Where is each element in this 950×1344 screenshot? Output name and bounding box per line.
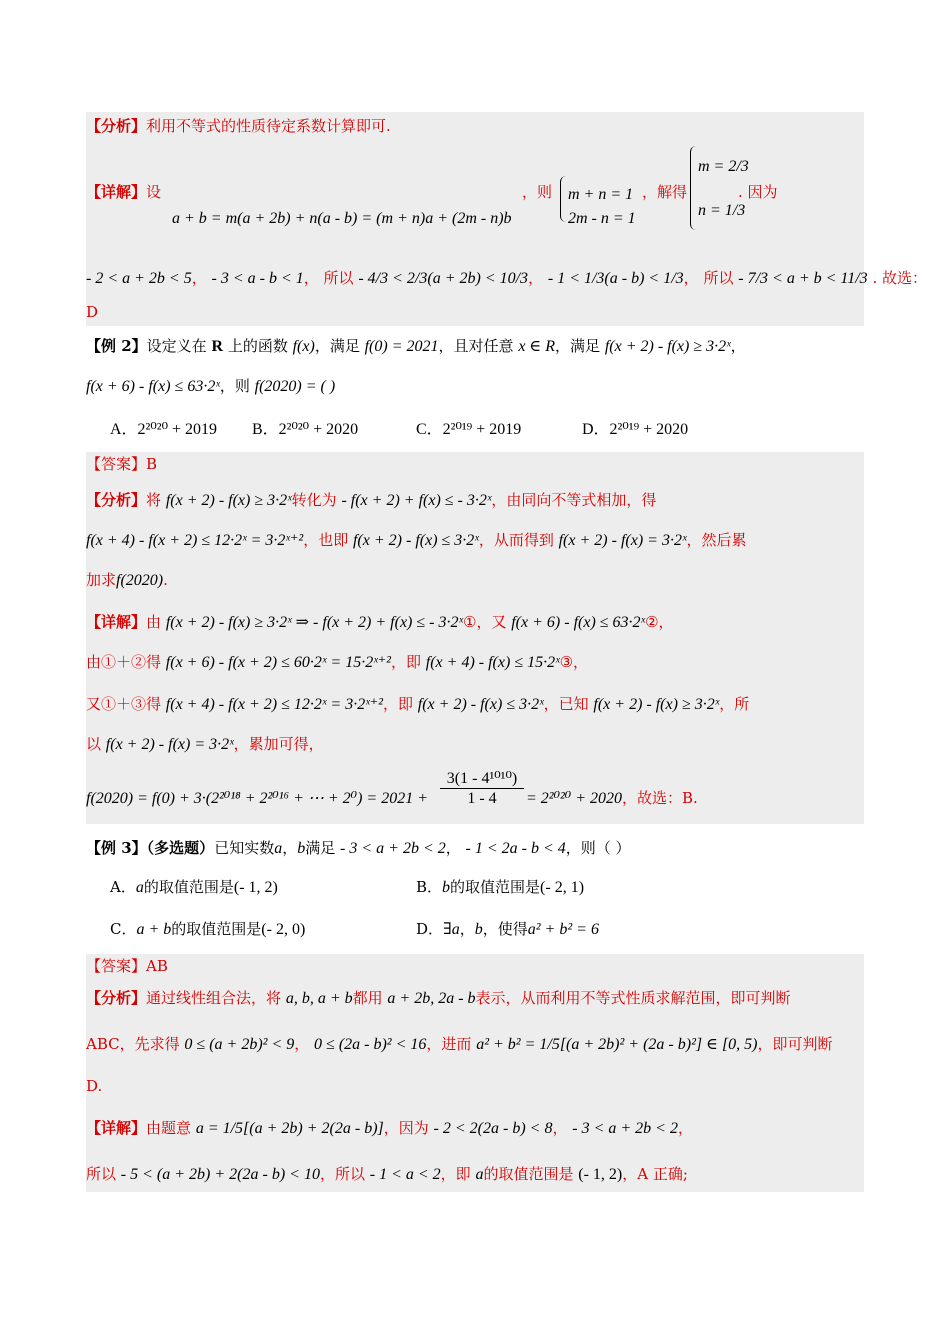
answer-letter: D bbox=[86, 303, 99, 321]
ex3-option-a-math: a bbox=[135, 879, 144, 896]
ex3-line-1: 【例 3】（多选题）已知实数a，b满足 - 3 < a + 2b < 2， - 1 < 2a - b < 4，则（ ） bbox=[86, 839, 631, 857]
ex2-an2a: f(x + 4) - f(x + 2) ≤ 12·2ˣ = 3·2ˣ⁺² bbox=[86, 532, 304, 549]
detail-equation bbox=[172, 208, 512, 229]
ex2-x-in-r: x ∈ R bbox=[518, 338, 556, 355]
ex3-answer-line bbox=[86, 956, 168, 976]
ex2-line-2 bbox=[86, 376, 335, 397]
ex2-cond-2: f(x + 6) - f(x) ≤ 63·2ˣ bbox=[86, 378, 220, 395]
system-brace bbox=[560, 176, 567, 222]
ex3-de2h: (- 1, 2) bbox=[578, 1166, 623, 1183]
ex2-de3d: f(x + 2) - f(x) ≤ 3·2ˣ bbox=[417, 696, 544, 713]
ex2-an1b: f(x + 2) - f(x) ≥ 3·2ˣ bbox=[165, 492, 292, 509]
analysis-text: 利用不等式的性质待定系数计算即可. bbox=[146, 117, 391, 135]
ex2-option-c-text: C．2²⁰¹⁹ + 2019 bbox=[416, 421, 522, 438]
ex3-an2e: a² + b² = 1/5[(a + 2b)² + (2a - b)²] ∈ [0, 5) bbox=[476, 1036, 758, 1053]
ex2-fraction bbox=[440, 770, 524, 809]
ex3-de2b: - 5 < (a + 2b) + 2(2a - b) < 10 bbox=[120, 1166, 320, 1183]
ineq-4: - 1 < 1/3(a - b) < 1/3 bbox=[547, 270, 684, 287]
solve-text-wrap bbox=[642, 182, 687, 202]
ex2-de1b: f(x + 2) - f(x) ≥ 3·2ˣ ⇒ - f(x + 2) + f(x) ≤ - 3·2ˣ bbox=[165, 614, 463, 631]
ex2-detail-line-5 bbox=[86, 788, 428, 809]
ex2-answer-line bbox=[86, 454, 157, 474]
ex2-an3b: f(2020) bbox=[116, 572, 164, 589]
ex2-de2e: ③， bbox=[559, 653, 589, 671]
so-text-1: 所以 bbox=[323, 269, 354, 287]
solution-n bbox=[698, 200, 745, 221]
ex2-de1e: ②， bbox=[645, 613, 674, 631]
solution-block-1 bbox=[86, 112, 927, 326]
ex2-analysis-line-2 bbox=[86, 530, 746, 551]
ex3-an1a: 通过线性组合法，将 bbox=[146, 989, 282, 1007]
ex3-option-c[interactable] bbox=[110, 918, 305, 941]
ex2-option-d[interactable] bbox=[582, 418, 688, 441]
ex3-stem-3: ，则（ ） bbox=[565, 839, 631, 857]
ex2-de3f: f(x + 2) - f(x) ≥ 3·2ˣ bbox=[593, 696, 720, 713]
ex2-an1c: 转化为 bbox=[291, 491, 337, 509]
ex2-detail-line-2 bbox=[86, 652, 588, 673]
ex2-an1a: 将 bbox=[146, 491, 162, 509]
ex2-de5c: ，故选：B. bbox=[622, 789, 698, 807]
ex2-stem-1: 设定义在 bbox=[146, 337, 207, 355]
ex2-de2b: f(x + 6) - f(x + 2) ≤ 60·2ˣ = 15·2ˣ⁺² bbox=[165, 654, 391, 671]
ex2-f0: f(0) = 2021 bbox=[364, 338, 439, 355]
ex2-option-c[interactable] bbox=[416, 418, 521, 441]
ex2-stem-6: ，则 bbox=[219, 377, 250, 395]
choose-text: . 故选： bbox=[872, 269, 927, 287]
ex2-detail-line-5b bbox=[526, 788, 698, 809]
ex2-de4a: 以 bbox=[86, 735, 102, 753]
ex2-option-d-text: D．2²⁰¹⁹ + 2020 bbox=[582, 421, 689, 438]
ex2-option-a[interactable] bbox=[110, 418, 217, 441]
ex2-an2b: ，也即 bbox=[303, 531, 349, 549]
ex3-option-b-prefix: B． bbox=[416, 878, 443, 896]
ex3-option-a[interactable] bbox=[110, 876, 278, 899]
solve-text: ，解得 bbox=[642, 183, 688, 201]
ex2-detail-label: 【详解】 bbox=[86, 613, 147, 631]
ex3-option-b-range: (- 2, 1) bbox=[540, 879, 585, 896]
detail-label: 【详解】 bbox=[86, 183, 147, 201]
solution-n-text: n = 1/3 bbox=[698, 202, 746, 219]
ex3-an1d: a + 2b, 2a - b bbox=[387, 990, 476, 1007]
ineq-1: - 2 < a + 2b < 5 bbox=[86, 270, 192, 287]
ex3-cond-2: - 1 < 2a - b < 4 bbox=[465, 840, 566, 857]
ex2-de2c: ，即 bbox=[390, 653, 421, 671]
ex2-fx: f(x) bbox=[292, 338, 315, 355]
ex3-de2e: ，即 bbox=[440, 1165, 471, 1183]
ex3-option-c-text: 的取值范围是 bbox=[171, 920, 262, 938]
ex2-label: 【例 2】 bbox=[86, 337, 147, 355]
ex2-an1e: ，由同向不等式相加，得 bbox=[491, 491, 657, 509]
ex3-option-d[interactable]: D．∃a，b，使得a² + b² = 6 bbox=[416, 920, 599, 938]
ex3-cond-1: - 3 < a + 2b < 2 bbox=[340, 840, 446, 857]
answer-letter-line bbox=[86, 302, 98, 322]
ex2-an2e: f(x + 2) - f(x) = 3·2ˣ bbox=[558, 532, 687, 549]
ex2-analysis-label: 【分析】 bbox=[86, 491, 147, 509]
because-wrap bbox=[738, 182, 778, 202]
ex2-stem-4: ，且对任意 bbox=[438, 337, 514, 355]
ex3-detail-line-1: 【详解】由题意 a = 1/5[(a + 2b) + 2(2a - b)]，因为 - 2 < 2(2a - b) < 8， - 3 < a + 2b < 2， bbox=[86, 1119, 693, 1137]
because-text: . 因为 bbox=[738, 183, 778, 201]
so-text-2: 所以 bbox=[703, 269, 734, 287]
ex2-de3e: ，已知 bbox=[543, 695, 589, 713]
ineq-2: - 3 < a - b < 1 bbox=[211, 270, 304, 287]
ex3-stem-2: 满足 bbox=[305, 839, 336, 857]
ex3-label: 【例 3】 bbox=[86, 839, 147, 857]
example-2-stem bbox=[86, 332, 864, 448]
ex2-question: f(2020) = ( ) bbox=[254, 378, 336, 395]
ex3-option-c-prefix: C． bbox=[110, 920, 137, 938]
ex2-de1d: f(x + 6) - f(x) ≤ 63·2ˣ bbox=[511, 614, 646, 631]
ex3-analysis-line-1 bbox=[86, 988, 791, 1009]
then-text: ，则 bbox=[522, 183, 553, 201]
ex3-an2d: ，进而 bbox=[426, 1035, 472, 1053]
ex2-de1c: ①，又 bbox=[463, 613, 507, 631]
system-eq-1-text: m + n = 1 bbox=[568, 186, 634, 203]
ineq-3: - 4/3 < 2/3(a + 2b) < 10/3 bbox=[358, 270, 529, 287]
ex3-an2f: ，即可判断 bbox=[757, 1035, 833, 1053]
ex3-stem-1: 已知实数 bbox=[214, 839, 275, 857]
ex2-an3c: . bbox=[163, 571, 168, 589]
ex2-an1d: - f(x + 2) + f(x) ≤ - 3·2ˣ bbox=[341, 492, 492, 509]
ex3-detail-label: 【详解】 bbox=[86, 1119, 147, 1137]
analysis-line bbox=[86, 116, 391, 136]
ex3-an2b: 0 ≤ (a + 2b)² < 9 bbox=[184, 1036, 295, 1053]
ex3-de2i: ，A 正确; bbox=[622, 1165, 688, 1183]
ex3-de1e: - 3 < a + 2b < 2 bbox=[572, 1120, 678, 1137]
ex3-option-d-math: ∃a bbox=[443, 921, 460, 938]
ex2-line-1: 【例 2】设定义在 R 上的函数 f(x)，满足 f(0) = 2021，且对任意 x ∈ R，满足 f(x + 2) - f(x) ≥ 3·2ˣ， bbox=[86, 337, 746, 355]
ex3-option-d-equation: a² + b² = 6 bbox=[527, 921, 599, 938]
ex3-de2c: ，所以 bbox=[319, 1165, 365, 1183]
ex3-de2f: a bbox=[475, 1166, 484, 1183]
ex3-answer: 【答案】AB bbox=[86, 957, 168, 975]
ex3-analysis-line-3 bbox=[86, 1076, 102, 1096]
ex3-option-c-range: (- 2, 0) bbox=[261, 921, 306, 938]
decomposition-equation: a + b = m(a + 2b) + n(a - b) = (m + n)a + (2m - n)b bbox=[172, 210, 512, 227]
solution-m-text: m = 2/3 bbox=[698, 158, 749, 175]
system-eq-2 bbox=[568, 208, 636, 229]
ex3-analysis-label: 【分析】 bbox=[86, 989, 147, 1007]
detail-then bbox=[522, 182, 552, 202]
ex2-option-b[interactable] bbox=[252, 418, 358, 441]
detail-line-3: - 2 < a + 2b < 5， - 3 < a - b < 1， 所以 - 4/3 < 2/3(a + 2b) < 10/3， - 1 < 1/3(a - b) < 1/3， 所以 - 7/3 < a + b < 11/3 . 故选： bbox=[86, 269, 927, 287]
analysis-label: 【分析】 bbox=[86, 117, 147, 135]
system-eq-1 bbox=[568, 184, 633, 205]
ex2-an2d: ，从而得到 bbox=[478, 531, 554, 549]
ex3-an3: D. bbox=[86, 1077, 103, 1095]
ex3-option-b-math: b bbox=[442, 879, 451, 896]
ex2-de5b: = 2²⁰²⁰ + 2020 bbox=[526, 790, 623, 807]
ex2-stem-5: ，满足 bbox=[555, 337, 601, 355]
ex2-detail-line-1 bbox=[86, 612, 674, 633]
ineq-5: - 7/3 < a + b < 11/3 bbox=[738, 270, 868, 287]
ex2-an2f: ，然后累 bbox=[686, 531, 747, 549]
solution-block-3 bbox=[86, 954, 864, 1192]
ex2-analysis-line-1 bbox=[86, 490, 656, 511]
ex3-an1b: a, b, a + b bbox=[285, 990, 353, 1007]
ex3-multi-tag: （多选题） bbox=[146, 839, 215, 857]
ex2-de5a: f(2020) = f(0) + 3·(2²⁰¹⁸ + 2²⁰¹⁶ + ⋯ + 2⁰) = 2021 + bbox=[86, 790, 428, 807]
ex2-option-a-text: A．2²⁰²⁰ + 2019 bbox=[110, 421, 218, 438]
ex2-an3a: 加求 bbox=[86, 571, 117, 589]
ex3-var-b: b bbox=[297, 840, 306, 857]
solution-m bbox=[698, 156, 749, 177]
ex3-an2c: 0 ≤ (2a - b)² < 16 bbox=[314, 1036, 427, 1053]
system-eq-2-text: 2m - n = 1 bbox=[568, 210, 636, 227]
ex2-an2c: f(x + 2) - f(x) ≤ 3·2ˣ bbox=[352, 532, 479, 549]
ex3-option-d-text: ，使得 bbox=[482, 920, 528, 938]
ex3-de2d: - 1 < a < 2 bbox=[369, 1166, 441, 1183]
ex3-detail-line-2 bbox=[86, 1164, 688, 1185]
detail-set-text: 设 bbox=[146, 183, 162, 201]
ex2-de3b: f(x + 4) - f(x + 2) ≤ 12·2ˣ = 3·2ˣ⁺² bbox=[165, 696, 383, 713]
ex3-an2a: ABC，先求得 bbox=[86, 1035, 180, 1053]
ex3-an1c: 都用 bbox=[352, 989, 383, 1007]
ex3-de1b: a = 1/5[(a + 2b) + 2(2a - b)] bbox=[195, 1120, 384, 1137]
ex3-de2a: 所以 bbox=[86, 1165, 117, 1183]
ex2-stem-3: ，满足 bbox=[314, 337, 360, 355]
ex2-de4c: ，累加可得， bbox=[233, 735, 324, 753]
solution-brace bbox=[690, 146, 697, 230]
ex2-option-b-text: B．2²⁰²⁰ + 2020 bbox=[252, 421, 359, 438]
ex3-var-a: a bbox=[274, 840, 283, 857]
ex3-option-a-text: 的取值范围是 bbox=[143, 878, 234, 896]
ex3-de2g: 的取值范围是 bbox=[483, 1165, 574, 1183]
ex3-comma: ， bbox=[282, 839, 298, 857]
ex2-de4b: f(x + 2) - f(x) = 3·2ˣ bbox=[105, 736, 234, 753]
real-set-symbol: R bbox=[211, 338, 224, 355]
ex3-option-d-prefix: D． bbox=[416, 920, 444, 938]
ex2-detail-line-4 bbox=[86, 734, 324, 755]
ex3-option-b[interactable] bbox=[416, 876, 584, 899]
ex3-option-a-prefix: A． bbox=[110, 878, 136, 896]
ex2-detail-line-3 bbox=[86, 694, 749, 715]
ex3-option-d-b: b bbox=[474, 921, 483, 938]
ex3-an1e: 表示，从而利用不等式性质求解范围，即可判断 bbox=[475, 989, 791, 1007]
ex2-cond-1: f(x + 2) - f(x) ≥ 3·2ˣ bbox=[604, 338, 731, 355]
ex2-stem-2: 上的函数 bbox=[227, 337, 288, 355]
solution-block-2 bbox=[86, 452, 864, 824]
ex2-de3a: 又①＋③得 bbox=[86, 695, 162, 713]
ex3-option-c-math: a + b bbox=[136, 921, 172, 938]
ex2-de2a: 由①＋②得 bbox=[86, 653, 162, 671]
ex2-analysis-line-3 bbox=[86, 570, 168, 591]
example-3-stem bbox=[86, 830, 864, 950]
ex2-de2d: f(x + 4) - f(x) ≤ 15·2ˣ bbox=[425, 654, 560, 671]
ex3-option-a-range: (- 1, 2) bbox=[233, 879, 278, 896]
ex2-de3c: ，即 bbox=[382, 695, 413, 713]
ex2-answer: 【答案】B bbox=[86, 455, 158, 473]
ex3-analysis-line-2: ABC，先求得 0 ≤ (a + 2b)² < 9， 0 ≤ (2a - b)² < 16，进而 a² + b² = 1/5[(a + 2b)² + (2a - b)²] ∈ [0, 5)，即可判断 bbox=[86, 1035, 833, 1053]
ex2-de3g: ，所 bbox=[719, 695, 750, 713]
ex3-de1c: ，因为 bbox=[383, 1119, 429, 1137]
ex2-fraction-denominator: 1 - 4 bbox=[467, 790, 497, 807]
detail-line-1 bbox=[86, 182, 161, 202]
ex3-de1a: 由题意 bbox=[146, 1119, 192, 1137]
ex2-fraction-numerator: 3(1 - 4¹⁰¹⁰) bbox=[440, 770, 524, 789]
ex2-de1a: 由 bbox=[146, 613, 162, 631]
ex3-de1d: - 2 < 2(2a - b) < 8 bbox=[433, 1120, 553, 1137]
ex3-option-b-text: 的取值范围是 bbox=[450, 878, 541, 896]
